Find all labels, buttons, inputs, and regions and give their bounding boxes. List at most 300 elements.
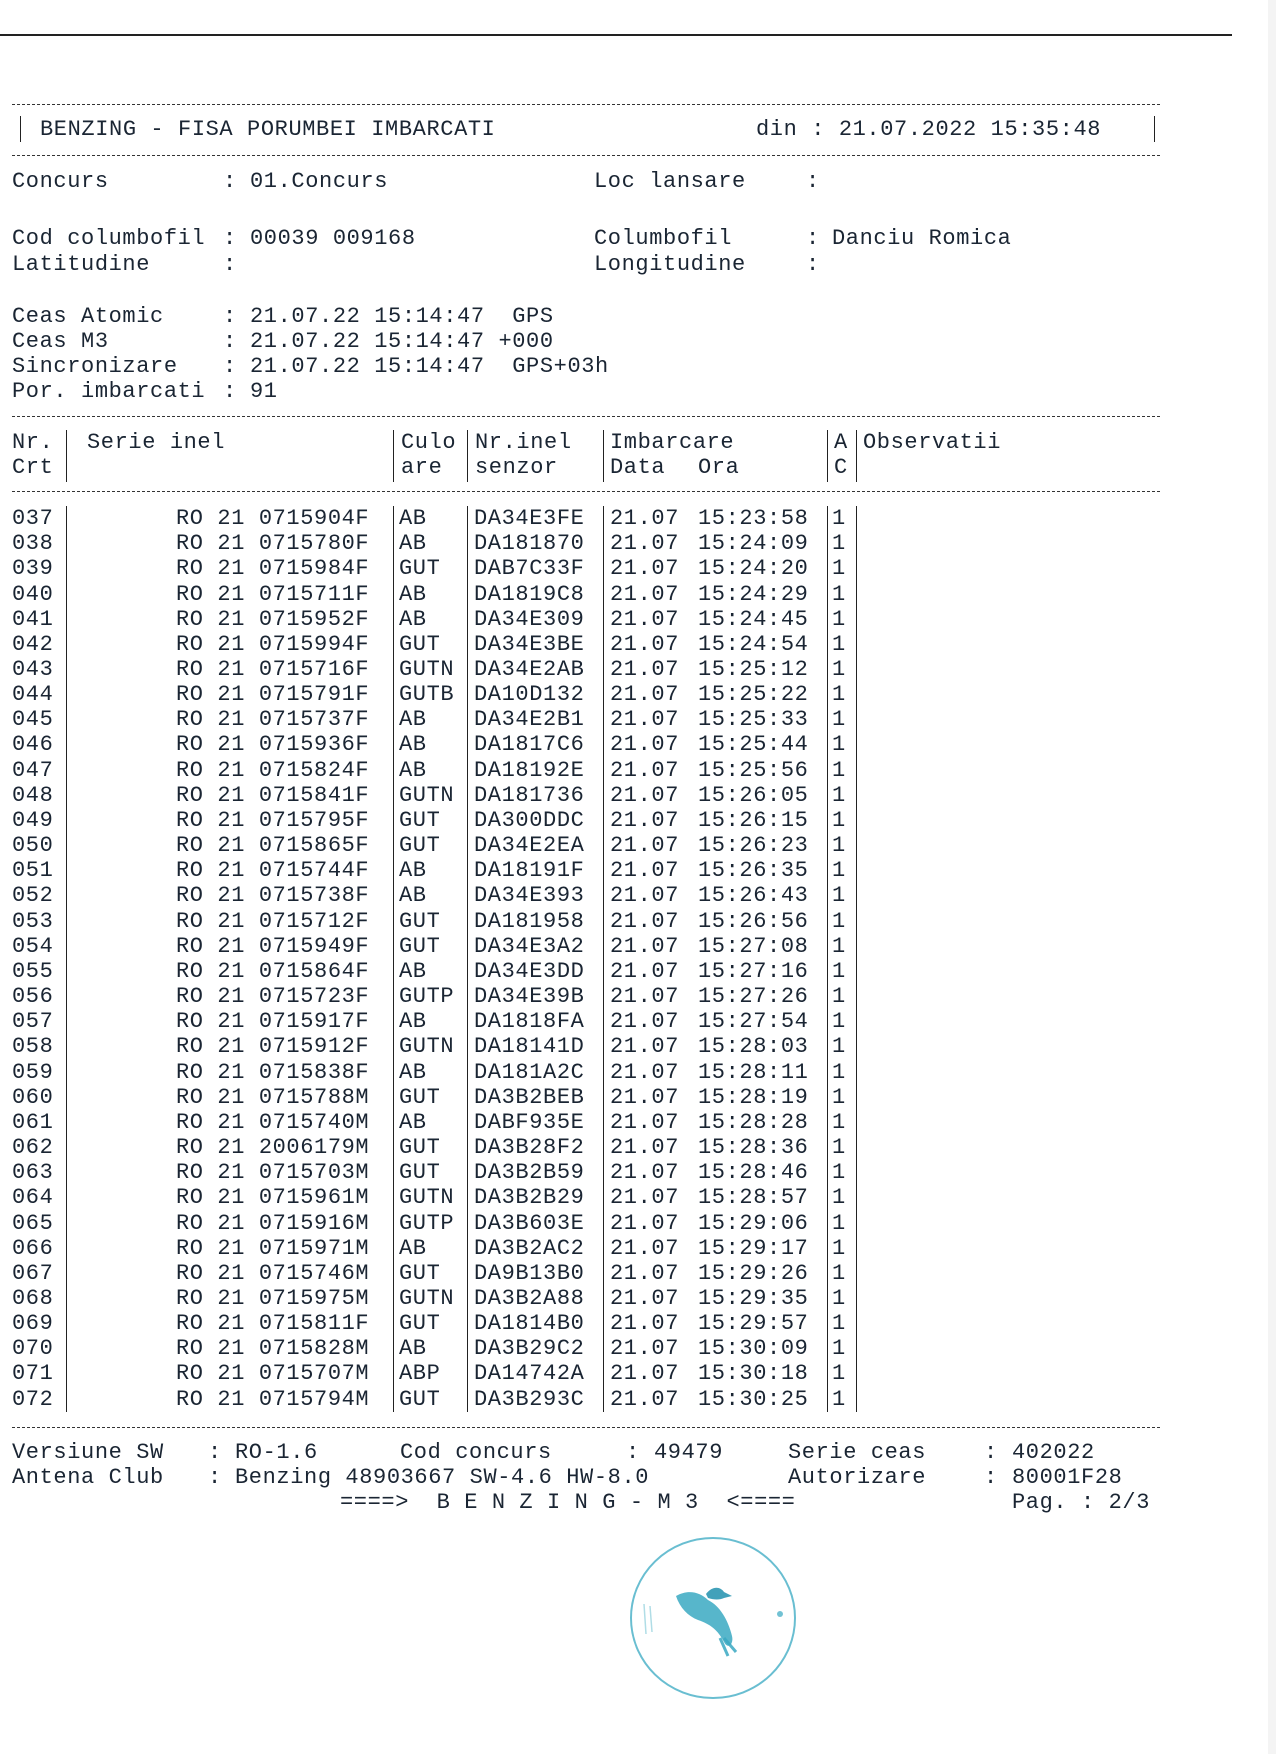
row-ora: 15:29:17 xyxy=(698,1235,809,1261)
row-ora: 15:24:45 xyxy=(698,606,809,632)
col-culo-1: Culo xyxy=(401,430,457,455)
row-culoare: AB xyxy=(399,757,427,783)
row-senzor: DA18192E xyxy=(474,757,585,783)
ceas-atomic-colon: : xyxy=(223,304,237,329)
row-serie-inel: RO 21 0715723F xyxy=(176,984,370,1009)
row-ora: 15:28:36 xyxy=(698,1135,809,1160)
ceas-m3-label: Ceas M3 xyxy=(12,329,109,354)
sep-inel-head xyxy=(467,430,468,482)
por-imbarcati-value: 91 xyxy=(250,379,278,404)
row-data: 21.07 xyxy=(610,707,680,733)
row-culoare: GUT xyxy=(399,1260,441,1286)
longitudine-label: Longitudine xyxy=(594,252,746,277)
row-ora: 15:30:18 xyxy=(698,1361,809,1387)
serie-ceas-colon: : xyxy=(984,1440,998,1465)
row-ac: 1 xyxy=(832,1210,846,1236)
row-nr: 040 xyxy=(12,581,54,607)
row-ac: 1 xyxy=(832,933,846,959)
row-nr: 051 xyxy=(12,858,54,884)
row-senzor: DA1817C6 xyxy=(474,732,585,758)
row-data: 21.07 xyxy=(610,682,680,708)
row-ora: 15:23:58 xyxy=(698,506,809,531)
row-serie-inel: RO 21 0715716F xyxy=(176,657,370,682)
row-serie-inel: RO 21 2006179M xyxy=(176,1135,370,1160)
sep-culo-body xyxy=(393,506,394,1412)
row-ora: 15:26:23 xyxy=(698,833,809,859)
columbofil-value: Danciu Romica xyxy=(832,226,1012,251)
row-nr: 058 xyxy=(12,1034,54,1060)
row-data: 21.07 xyxy=(610,1311,680,1337)
table-header-rule xyxy=(12,491,1160,492)
row-serie-inel: RO 21 0715838F xyxy=(176,1059,370,1085)
row-culoare: AB xyxy=(399,1235,427,1261)
row-data: 21.07 xyxy=(610,556,680,582)
row-data: 21.07 xyxy=(610,1084,680,1110)
row-data: 21.07 xyxy=(610,732,680,758)
row-culoare: GUTB xyxy=(399,682,455,708)
row-culoare: AB xyxy=(399,1109,427,1135)
row-data: 21.07 xyxy=(610,1160,680,1186)
loc-lansare-colon: : xyxy=(806,169,820,194)
versiune-value: RO-1.6 xyxy=(235,1440,318,1465)
row-senzor: DA34E2AB xyxy=(474,657,585,682)
row-nr: 063 xyxy=(12,1160,54,1186)
row-serie-inel: RO 21 0715828M xyxy=(176,1336,370,1362)
ceas-m3-colon: : xyxy=(223,329,237,354)
row-nr: 070 xyxy=(12,1336,54,1362)
row-senzor: DA9B13B0 xyxy=(474,1260,585,1286)
row-nr: 055 xyxy=(12,958,54,984)
row-data: 21.07 xyxy=(610,1109,680,1135)
header-right-bar xyxy=(1154,116,1155,142)
row-senzor: DA34E3A2 xyxy=(474,933,585,959)
row-serie-inel: RO 21 0715917F xyxy=(176,1009,370,1035)
row-serie-inel: RO 21 0715936F xyxy=(176,732,370,758)
row-ac: 1 xyxy=(832,1260,846,1286)
col-nr-2: Crt xyxy=(12,455,54,480)
pigeon-stamp-icon xyxy=(628,1534,798,1704)
row-culoare: GUT xyxy=(399,1311,441,1337)
row-nr: 048 xyxy=(12,782,54,808)
row-culoare: AB xyxy=(399,606,427,632)
col-ac-2: C xyxy=(834,455,848,480)
row-data: 21.07 xyxy=(610,757,680,783)
col-inel-2: senzor xyxy=(475,455,558,480)
row-serie-inel: RO 21 0715912F xyxy=(176,1034,370,1060)
row-senzor: DA1818FA xyxy=(474,1009,585,1035)
row-ora: 15:25:22 xyxy=(698,682,809,708)
row-ora: 15:25:33 xyxy=(698,707,809,733)
row-ac: 1 xyxy=(832,556,846,582)
row-nr: 067 xyxy=(12,1260,54,1286)
concurs-value: 01.Concurs xyxy=(250,169,389,194)
row-nr: 044 xyxy=(12,682,54,708)
sep-obs-body xyxy=(856,506,857,1412)
document-title: BENZING - FISA PORUMBEI IMBARCATI xyxy=(40,117,496,142)
row-ora: 15:25:44 xyxy=(698,732,809,758)
row-ac: 1 xyxy=(832,883,846,909)
row-serie-inel: RO 21 0715707M xyxy=(176,1361,370,1387)
row-ora: 15:25:56 xyxy=(698,757,809,783)
row-serie-inel: RO 21 0715791F xyxy=(176,682,370,708)
cod-columbofil-colon: : xyxy=(223,226,237,251)
page-number: Pag. : 2/3 xyxy=(1012,1490,1151,1515)
row-nr: 050 xyxy=(12,833,54,859)
row-culoare: GUT xyxy=(399,631,441,657)
row-senzor: DA34E393 xyxy=(474,883,585,909)
row-ora: 15:28:57 xyxy=(698,1185,809,1211)
row-senzor: DA3B29C2 xyxy=(474,1336,585,1362)
row-data: 21.07 xyxy=(610,1386,680,1412)
col-ac-1: A xyxy=(834,430,848,455)
row-serie-inel: RO 21 0715904F xyxy=(176,506,370,531)
row-ora: 15:26:05 xyxy=(698,782,809,808)
row-nr: 037 xyxy=(12,506,54,531)
page-right-edge xyxy=(1268,0,1276,1754)
longitudine-colon: : xyxy=(806,252,820,277)
row-senzor: DA34E2EA xyxy=(474,833,585,859)
row-serie-inel: RO 21 0715824F xyxy=(176,757,370,783)
row-senzor: DA1819C8 xyxy=(474,581,585,607)
row-senzor: DA3B293C xyxy=(474,1386,585,1412)
row-culoare: AB xyxy=(399,1336,427,1362)
row-data: 21.07 xyxy=(610,1260,680,1286)
row-ac: 1 xyxy=(832,1336,846,1362)
row-data: 21.07 xyxy=(610,1235,680,1261)
columbofil-label: Columbofil xyxy=(594,226,733,251)
row-nr: 054 xyxy=(12,933,54,959)
row-ac: 1 xyxy=(832,1361,846,1387)
row-ac: 1 xyxy=(832,1235,846,1261)
row-ora: 15:29:35 xyxy=(698,1286,809,1311)
row-nr: 071 xyxy=(12,1361,54,1387)
row-senzor: DA1814B0 xyxy=(474,1311,585,1337)
row-ora: 15:28:03 xyxy=(698,1034,809,1060)
cod-concurs-label: Cod concurs xyxy=(400,1440,552,1465)
row-serie-inel: RO 21 0715994F xyxy=(176,631,370,657)
sep-ac-body xyxy=(827,506,828,1412)
row-serie-inel: RO 21 0715971M xyxy=(176,1235,370,1261)
row-culoare: ABP xyxy=(399,1361,441,1387)
row-ac: 1 xyxy=(832,581,846,607)
row-senzor: DA3B2A88 xyxy=(474,1286,585,1311)
row-serie-inel: RO 21 0715746M xyxy=(176,1260,370,1286)
row-senzor: DA34E3DD xyxy=(474,958,585,984)
row-data: 21.07 xyxy=(610,984,680,1009)
footer-banner: ====> B E N Z I N G - M 3 <==== xyxy=(340,1490,796,1515)
row-senzor: DA3B2B59 xyxy=(474,1160,585,1186)
row-data: 21.07 xyxy=(610,1009,680,1035)
autorizare-value: 80001F28 xyxy=(1012,1465,1123,1490)
header-bottom-rule xyxy=(12,155,1160,156)
row-culoare: GUT xyxy=(399,556,441,582)
row-culoare: GUT xyxy=(399,1160,441,1186)
row-data: 21.07 xyxy=(610,657,680,682)
row-data: 21.07 xyxy=(610,1135,680,1160)
header-top-rule xyxy=(12,104,1160,105)
header-date-value: 21.07.2022 15:35:48 xyxy=(838,117,1102,142)
col-observatii: Observatii xyxy=(863,430,1002,455)
autorizare-label: Autorizare xyxy=(788,1465,927,1490)
row-senzor: DA34E309 xyxy=(474,606,585,632)
ceas-atomic-value: 21.07.22 15:14:47 GPS xyxy=(250,304,554,329)
row-ac: 1 xyxy=(832,682,846,708)
row-ac: 1 xyxy=(832,833,846,859)
row-nr: 041 xyxy=(12,606,54,632)
header-left-bar xyxy=(20,116,21,142)
row-culoare: GUTN xyxy=(399,1185,455,1211)
row-nr: 039 xyxy=(12,556,54,582)
row-culoare: AB xyxy=(399,958,427,984)
ceas-m3-value: 21.07.22 15:14:47 +000 xyxy=(250,329,554,354)
col-imb-data: Data xyxy=(610,455,666,480)
serie-ceas-value: 402022 xyxy=(1012,1440,1095,1465)
row-nr: 042 xyxy=(12,631,54,657)
row-ora: 15:28:46 xyxy=(698,1160,809,1186)
row-ora: 15:27:16 xyxy=(698,958,809,984)
row-serie-inel: RO 21 0715865F xyxy=(176,833,370,859)
row-ac: 1 xyxy=(832,807,846,833)
row-ac: 1 xyxy=(832,1286,846,1311)
sep-obs-head xyxy=(856,430,857,482)
table-top-rule xyxy=(12,416,1160,417)
row-serie-inel: RO 21 0715703M xyxy=(176,1160,370,1186)
row-ac: 1 xyxy=(832,1059,846,1085)
row-nr: 064 xyxy=(12,1185,54,1211)
row-ac: 1 xyxy=(832,1185,846,1211)
row-ora: 15:29:26 xyxy=(698,1260,809,1286)
row-nr: 043 xyxy=(12,657,54,682)
cod-concurs-colon: : xyxy=(626,1440,640,1465)
row-serie-inel: RO 21 0715737F xyxy=(176,707,370,733)
row-culoare: AB xyxy=(399,707,427,733)
row-culoare: AB xyxy=(399,883,427,909)
row-nr: 066 xyxy=(12,1235,54,1261)
sep-nr-head xyxy=(66,430,67,482)
row-data: 21.07 xyxy=(610,1034,680,1060)
por-imbarcati-colon: : xyxy=(223,379,237,404)
row-ac: 1 xyxy=(832,1311,846,1337)
row-ora: 15:24:29 xyxy=(698,581,809,607)
sincronizare-value: 21.07.22 15:14:47 GPS+03h xyxy=(250,354,609,379)
row-ora: 15:27:26 xyxy=(698,984,809,1009)
sincronizare-label: Sincronizare xyxy=(12,354,178,379)
row-culoare: GUT xyxy=(399,1135,441,1160)
row-culoare: AB xyxy=(399,531,427,557)
col-imb-ora: Ora xyxy=(698,455,740,480)
row-ac: 1 xyxy=(832,858,846,884)
row-culoare: AB xyxy=(399,732,427,758)
row-serie-inel: RO 21 0715795F xyxy=(176,807,370,833)
row-serie-inel: RO 21 0715794M xyxy=(176,1386,370,1412)
row-senzor: DA181A2C xyxy=(474,1059,585,1085)
row-ora: 15:30:09 xyxy=(698,1336,809,1362)
row-ac: 1 xyxy=(832,958,846,984)
row-ac: 1 xyxy=(832,757,846,783)
row-ora: 15:28:28 xyxy=(698,1109,809,1135)
sep-ac-head xyxy=(827,430,828,482)
ceas-atomic-label: Ceas Atomic xyxy=(12,304,164,329)
row-data: 21.07 xyxy=(610,807,680,833)
row-data: 21.07 xyxy=(610,1336,680,1362)
row-senzor: DAB7C33F xyxy=(474,556,585,582)
row-culoare: GUTN xyxy=(399,657,455,682)
row-data: 21.07 xyxy=(610,531,680,557)
row-senzor: DA34E2B1 xyxy=(474,707,585,733)
row-serie-inel: RO 21 0715788M xyxy=(176,1084,370,1110)
row-culoare: AB xyxy=(399,581,427,607)
concurs-label: Concurs xyxy=(12,169,109,194)
row-nr: 060 xyxy=(12,1084,54,1110)
sep-inel-body xyxy=(467,506,468,1412)
row-ac: 1 xyxy=(832,657,846,682)
row-senzor: DA3B603E xyxy=(474,1210,585,1236)
row-data: 21.07 xyxy=(610,1210,680,1236)
row-culoare: GUT xyxy=(399,1386,441,1412)
row-serie-inel: RO 21 0715712F xyxy=(176,908,370,934)
row-senzor: DA34E3FE xyxy=(474,506,585,531)
row-senzor: DA3B2BEB xyxy=(474,1084,585,1110)
row-nr: 047 xyxy=(12,757,54,783)
sep-nr-body xyxy=(66,506,67,1412)
row-nr: 068 xyxy=(12,1286,54,1311)
row-culoare: AB xyxy=(399,1059,427,1085)
row-data: 21.07 xyxy=(610,1059,680,1085)
row-culoare: GUT xyxy=(399,933,441,959)
row-data: 21.07 xyxy=(610,858,680,884)
row-serie-inel: RO 21 0715841F xyxy=(176,782,370,808)
versiune-colon: : xyxy=(208,1440,222,1465)
row-senzor: DA3B2B29 xyxy=(474,1185,585,1211)
row-ora: 15:26:15 xyxy=(698,807,809,833)
row-ora: 15:24:09 xyxy=(698,531,809,557)
row-ac: 1 xyxy=(832,1160,846,1186)
row-serie-inel: RO 21 0715952F xyxy=(176,606,370,632)
row-data: 21.07 xyxy=(610,1185,680,1211)
row-ora: 15:27:54 xyxy=(698,1009,809,1035)
row-nr: 052 xyxy=(12,883,54,909)
row-ac: 1 xyxy=(832,1135,846,1160)
row-serie-inel: RO 21 0715961M xyxy=(176,1185,370,1211)
sep-imb-head xyxy=(603,430,604,482)
row-ora: 15:25:12 xyxy=(698,657,809,682)
cod-columbofil-value: 00039 009168 xyxy=(250,226,416,251)
por-imbarcati-label: Por. imbarcati xyxy=(12,379,206,404)
row-data: 21.07 xyxy=(610,506,680,531)
row-senzor: DA3B28F2 xyxy=(474,1135,585,1160)
row-culoare: GUTN xyxy=(399,1034,455,1060)
row-senzor: DA181870 xyxy=(474,531,585,557)
row-data: 21.07 xyxy=(610,908,680,934)
row-serie-inel: RO 21 0715811F xyxy=(176,1311,370,1337)
row-data: 21.07 xyxy=(610,958,680,984)
row-ac: 1 xyxy=(832,782,846,808)
cod-columbofil-label: Cod columbofil xyxy=(12,226,206,251)
row-senzor: DA3B2AC2 xyxy=(474,1235,585,1261)
row-culoare: GUTP xyxy=(399,1210,455,1236)
row-serie-inel: RO 21 0715780F xyxy=(176,531,370,557)
col-nr-1: Nr. xyxy=(12,430,54,455)
row-nr: 069 xyxy=(12,1311,54,1337)
row-ora: 15:28:19 xyxy=(698,1084,809,1110)
antena-value: Benzing 48903667 SW-4.6 HW-8.0 xyxy=(235,1465,650,1490)
row-data: 21.07 xyxy=(610,631,680,657)
row-ora: 15:26:56 xyxy=(698,908,809,934)
row-nr: 049 xyxy=(12,807,54,833)
row-ac: 1 xyxy=(832,1386,846,1412)
row-serie-inel: RO 21 0715949F xyxy=(176,933,370,959)
col-serie: Serie inel xyxy=(87,430,226,455)
row-nr: 045 xyxy=(12,707,54,733)
header-date: din : 21.07.2022 15:35:48 xyxy=(756,117,1102,142)
antena-label: Antena Club xyxy=(12,1465,164,1490)
row-culoare: GUT xyxy=(399,908,441,934)
serie-ceas-label: Serie ceas xyxy=(788,1440,927,1465)
antena-colon: : xyxy=(208,1465,222,1490)
row-serie-inel: RO 21 0715864F xyxy=(176,958,370,984)
row-culoare: GUTP xyxy=(399,984,455,1009)
row-serie-inel: RO 21 0715711F xyxy=(176,581,370,607)
row-senzor: DA18141D xyxy=(474,1034,585,1060)
row-data: 21.07 xyxy=(610,933,680,959)
row-nr: 072 xyxy=(12,1386,54,1412)
row-culoare: AB xyxy=(399,858,427,884)
row-ora: 15:26:35 xyxy=(698,858,809,884)
loc-lansare-label: Loc lansare xyxy=(594,169,746,194)
row-ora: 15:27:08 xyxy=(698,933,809,959)
row-serie-inel: RO 21 0715738F xyxy=(176,883,370,909)
row-nr: 053 xyxy=(12,908,54,934)
row-senzor: DA34E39B xyxy=(474,984,585,1009)
row-culoare: GUTN xyxy=(399,1286,455,1311)
row-nr: 056 xyxy=(12,984,54,1009)
row-ac: 1 xyxy=(832,984,846,1009)
row-senzor: DA18191F xyxy=(474,858,585,884)
row-nr: 065 xyxy=(12,1210,54,1236)
row-senzor: DA34E3BE xyxy=(474,631,585,657)
cod-concurs-value: 49479 xyxy=(654,1440,724,1465)
row-senzor: DA181736 xyxy=(474,782,585,808)
row-ora: 15:30:25 xyxy=(698,1386,809,1412)
row-nr: 062 xyxy=(12,1135,54,1160)
row-ora: 15:28:11 xyxy=(698,1059,809,1085)
row-ora: 15:26:43 xyxy=(698,883,809,909)
row-senzor: DA14742A xyxy=(474,1361,585,1387)
sincronizare-colon: : xyxy=(223,354,237,379)
row-data: 21.07 xyxy=(610,1286,680,1311)
row-ac: 1 xyxy=(832,707,846,733)
row-ora: 15:29:06 xyxy=(698,1210,809,1236)
row-ac: 1 xyxy=(832,1084,846,1110)
row-senzor: DA10D132 xyxy=(474,682,585,708)
row-ac: 1 xyxy=(832,908,846,934)
row-senzor: DA300DDC xyxy=(474,807,585,833)
row-ac: 1 xyxy=(832,531,846,557)
row-serie-inel: RO 21 0715916M xyxy=(176,1210,370,1236)
row-nr: 057 xyxy=(12,1009,54,1035)
row-serie-inel: RO 21 0715744F xyxy=(176,858,370,884)
row-nr: 046 xyxy=(12,732,54,758)
versiune-label: Versiune SW xyxy=(12,1440,164,1465)
latitudine-colon: : xyxy=(223,252,237,277)
row-serie-inel: RO 21 0715984F xyxy=(176,556,370,582)
row-ac: 1 xyxy=(832,606,846,632)
row-culoare: GUTN xyxy=(399,782,455,808)
col-culo-2: are xyxy=(401,455,443,480)
row-ora: 15:24:20 xyxy=(698,556,809,582)
row-ac: 1 xyxy=(832,506,846,531)
row-data: 21.07 xyxy=(610,833,680,859)
